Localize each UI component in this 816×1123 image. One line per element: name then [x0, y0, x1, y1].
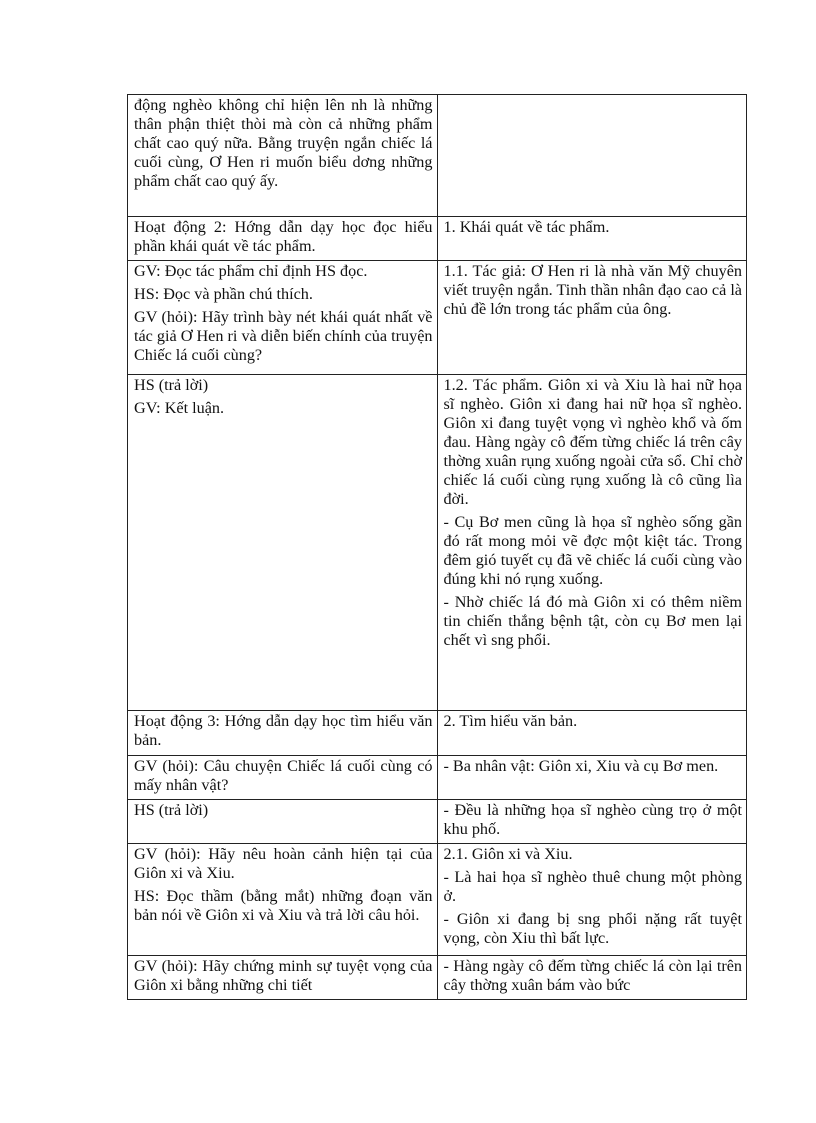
left-cell — [128, 95, 438, 217]
right-cell — [437, 217, 747, 261]
paragraph: Hoạt động 2: Hớng dẫn dạy học đọc hiểu phần khái quát về tác phẩm. — [134, 218, 433, 255]
paragraph: - Hàng ngày cô đếm từng chiếc lá còn lại trên cây thờng xuân bám vào bức — [443, 957, 742, 994]
paragraph: động nghèo không chỉ hiện lên nh là những thân phận thiệt thòi mà còn cả những phẩm chất cao quý nữa. Bằng truyện ngắn chiếc lá cuối cùng, Ơ Hen ri muốn biểu dơng những phẩm chất cao quý ấy. — [134, 96, 433, 190]
paragraph: - Giôn xi đang bị sng phổi nặng rất tuyệt vọng, còn Xiu thì bất lực. — [443, 910, 742, 947]
paragraph: GV: Đọc tác phẩm chỉ định HS đọc. — [134, 262, 368, 280]
left-cell — [128, 711, 438, 756]
table-row — [128, 261, 747, 375]
left-cell — [128, 844, 438, 956]
paragraph: - Cụ Bơ men cũng là họa sĩ nghèo sống gần đó rất mong mỏi vẽ đợc một kiệt tác. Trong đêm gió tuyết cụ đã vẽ chiếc lá cuối cùng vào đúng khi nó rụng xuống. — [443, 513, 742, 588]
paragraph: HS: Đọc và phần chú thích. — [134, 285, 313, 303]
paragraph: GV (hỏi): Câu chuyện Chiếc lá cuối cùng có mấy nhân vật? — [134, 757, 433, 794]
left-cell — [128, 261, 438, 375]
right-cell — [437, 375, 747, 711]
paragraph: 1. Khái quát về tác phẩm. — [443, 218, 610, 236]
right-cell — [437, 800, 747, 844]
right-cell — [437, 844, 747, 956]
paragraph: Hoạt động 3: Hớng dẫn dạy học tìm hiểu văn bản. — [134, 712, 433, 749]
table-row — [128, 800, 747, 844]
paragraph: HS (trả lời) — [134, 376, 209, 394]
right-cell — [437, 95, 747, 217]
paragraph: - Nhờ chiếc lá đó mà Giôn xi có thêm niềm tin chiến thắng bệnh tật, còn cụ Bơ men lại chết vì sng phổi. — [443, 593, 742, 649]
paragraph: 1.2. Tác phẩm. Giôn xi và Xiu là hai nữ họa sĩ nghèo. Giôn xi đang hai nữ họa sĩ nghèo. Giôn xi đang tuyệt vọng vì nghèo khổ và ốm đau. Hàng ngày cô đếm từng chiếc lá trên cây thờng xuân rụng xuống ngoài cửa sổ. Chỉ chờ chiếc lá cuối cùng rụng xuống là cô cũng lìa đời. — [443, 376, 742, 508]
left-cell — [128, 800, 438, 844]
table-row — [128, 217, 747, 261]
table-row — [128, 375, 747, 711]
right-cell — [437, 756, 747, 800]
table-row — [128, 711, 747, 756]
paragraph: GV: Kết luận. — [134, 399, 225, 417]
paragraph: - Đều là những họa sĩ nghèo cùng trọ ở một khu phố. — [443, 801, 742, 838]
paragraph: HS: Đọc thầm (bằng mắt) những đoạn văn bản nói về Giôn xi và Xiu và trả lời câu hỏi. — [134, 887, 433, 924]
table-row — [128, 956, 747, 1000]
right-cell — [437, 956, 747, 1000]
left-cell — [128, 956, 438, 1000]
left-cell — [128, 756, 438, 800]
table-row — [128, 95, 747, 217]
table-row — [128, 844, 747, 956]
left-cell — [128, 217, 438, 261]
paragraph: - Ba nhân vật: Giôn xi, Xiu và cụ Bơ men. — [443, 757, 719, 775]
lesson-table — [127, 94, 747, 1000]
paragraph: GV (hỏi): Hãy chứng minh sự tuyệt vọng của Giôn xi bằng những chi tiết — [134, 957, 433, 994]
right-cell — [437, 261, 747, 375]
right-cell — [437, 711, 747, 756]
paragraph: 1.1. Tác giả: Ơ Hen ri là nhà văn Mỹ chuyên viết truyện ngắn. Tinh thần nhân đạo cao cả là chủ đề lớn trong tác phẩm của ông. — [443, 262, 742, 318]
paragraph: GV (hỏi): Hãy trình bày nét khái quát nhất về tác giả Ơ Hen ri và diễn biến chính của truyện Chiếc lá cuối cùng? — [134, 308, 433, 364]
paragraph: 2. Tìm hiểu văn bản. — [443, 712, 578, 730]
table-row — [128, 756, 747, 800]
paragraph: 2.1. Giôn xi và Xiu. — [443, 845, 573, 863]
paragraph: HS (trả lời) — [134, 801, 209, 819]
left-cell — [128, 375, 438, 711]
paragraph: - Là hai họa sĩ nghèo thuê chung một phòng ở. — [443, 868, 742, 905]
paragraph: GV (hỏi): Hãy nêu hoàn cảnh hiện tại của Giôn xi và Xiu. — [134, 845, 433, 882]
document-page — [127, 94, 747, 1000]
